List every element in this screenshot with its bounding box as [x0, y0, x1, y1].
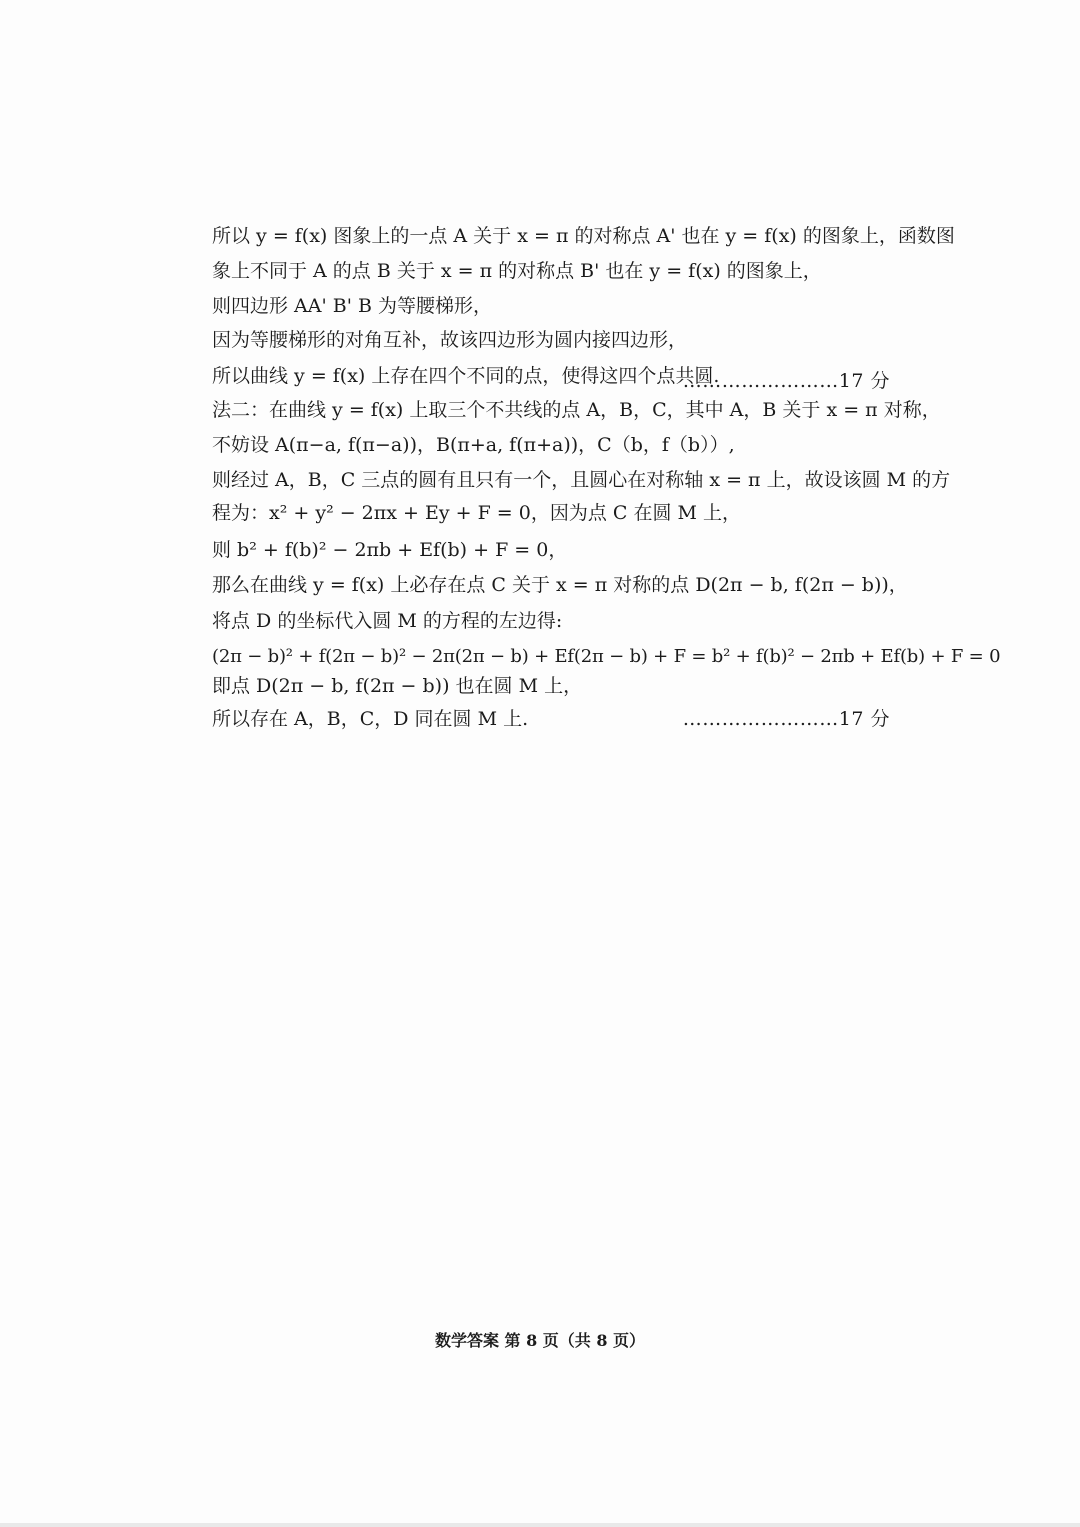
text-line-15: 所以存在 A，B，C，D 同在圆 M 上.	[212, 708, 529, 730]
score-marker-1: ……………………17 分	[682, 370, 890, 392]
text-line-13: (2π − b)² + f(2π − b)² − 2π(2π − b) + Ef(2π − b) + F = b² + f(b)² − 2πb + Ef(b) + F = 0	[212, 646, 1001, 667]
text-line-4: 因为等腰梯形的对角互补，故该四边形为圆内接四边形，	[212, 329, 688, 351]
text-line-2: 象上不同于 A 的点 B 关于 x = π 的对称点 B' 也在 y = f(x) 的图象上，	[212, 260, 822, 282]
text-line-12: 将点 D 的坐标代入圆 M 的方程的左边得:	[212, 610, 563, 632]
text-line-11: 那么在曲线 y = f(x) 上必存在点 C 关于 x = π 对称的点 D(2π − b, f(2π − b))，	[212, 574, 908, 596]
text-line-3: 则四边形 AA' B' B 为等腰梯形，	[212, 295, 492, 317]
text-line-1: 所以 y = f(x) 图象上的一点 A 关于 x = π 的对称点 A' 也在 y = f(x) 的图象上，函数图	[212, 225, 955, 247]
text-line-6: 法二：在曲线 y = f(x) 上取三个不共线的点 A，B，C，其中 A，B 关于 x = π 对称，	[212, 399, 941, 421]
scan-edge	[0, 1523, 1080, 1527]
text-line-14: 即点 D(2π − b, f(2π − b)) 也在圆 M 上，	[212, 675, 583, 697]
score-marker-2: ……………………17 分	[682, 708, 890, 730]
text-line-10: 则 b² + f(b)² − 2πb + Ef(b) + F = 0，	[212, 539, 568, 561]
text-line-5: 所以曲线 y = f(x) 上存在四个不同的点，使得这四个点共圆.	[212, 365, 720, 387]
page-footer: 数学答案 第 8 页（共 8 页）	[434, 1331, 646, 1350]
text-line-9: 程为：x² + y² − 2πx + Ey + F = 0，因为点 C 在圆 M 上，	[212, 502, 741, 524]
text-line-7: 不妨设 A(π−a, f(π−a))，B(π+a, f(π+a))，C（b，f（b））,	[212, 434, 735, 456]
text-line-8: 则经过 A，B，C 三点的圆有且只有一个，且圆心在对称轴 x = π 上，故设该圆 M 的方	[212, 469, 951, 491]
